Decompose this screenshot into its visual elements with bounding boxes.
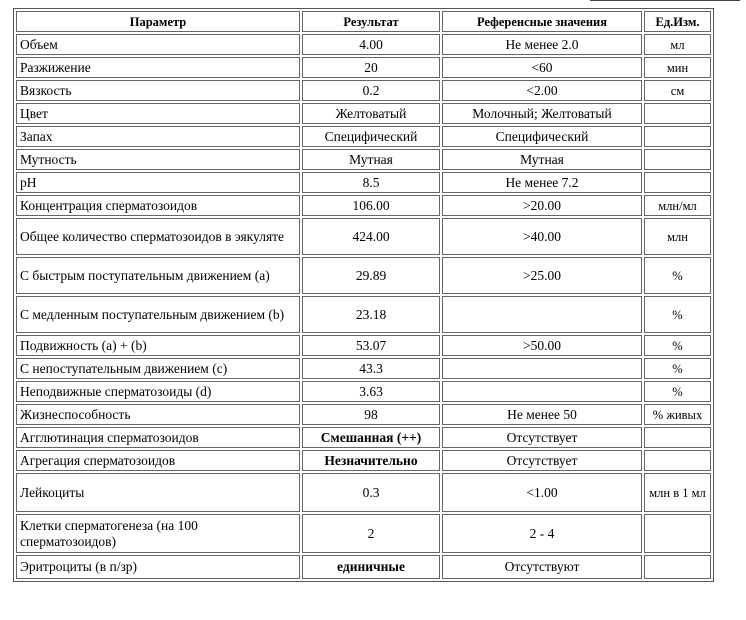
cell-reference <box>442 296 642 333</box>
cell-reference: Не менее 7.2 <box>442 172 642 193</box>
table-row <box>16 34 711 55</box>
cell-unit <box>644 172 711 193</box>
cell-reference: <2.00 <box>442 80 642 101</box>
cell-result: единичные <box>302 555 440 579</box>
cell-reference: Специфический <box>442 126 642 147</box>
cell-result: 20 <box>302 57 440 78</box>
table-row <box>16 335 711 356</box>
cell-parameter: Цвет <box>16 103 300 124</box>
cell-result: 2 <box>302 514 440 553</box>
cell-reference: Молочный; Желтоватый <box>442 103 642 124</box>
cell-parameter: pH <box>16 172 300 193</box>
table-row <box>16 427 711 448</box>
cell-unit <box>644 514 711 553</box>
cell-unit: мин <box>644 57 711 78</box>
cell-parameter: Неподвижные сперматозоиды (d) <box>16 381 300 402</box>
header-parameter: Параметр <box>16 11 300 32</box>
cell-parameter: Разжижение <box>16 57 300 78</box>
header-result: Результат <box>302 11 440 32</box>
table-row <box>16 514 711 553</box>
cell-parameter: Подвижность (a) + (b) <box>16 335 300 356</box>
cell-unit <box>644 149 711 170</box>
cell-unit <box>644 103 711 124</box>
cell-unit: % живых <box>644 404 711 425</box>
cell-result: 43.3 <box>302 358 440 379</box>
cell-result: Незначительно <box>302 450 440 471</box>
table-row <box>16 172 711 193</box>
cell-unit <box>644 450 711 471</box>
cell-parameter: С быстрым поступательным движением (a) <box>16 257 300 294</box>
table-row <box>16 80 711 101</box>
cell-unit: % <box>644 381 711 402</box>
cell-unit: млн в 1 мл <box>644 473 711 512</box>
cell-unit: % <box>644 296 711 333</box>
cell-unit <box>644 427 711 448</box>
table-row <box>16 358 711 379</box>
cell-reference: Отсутствует <box>442 450 642 471</box>
table-row <box>16 126 711 147</box>
table-row <box>16 473 711 512</box>
cell-unit: см <box>644 80 711 101</box>
table-row <box>16 404 711 425</box>
cell-parameter: С непоступательным движением (c) <box>16 358 300 379</box>
cell-result: 0.2 <box>302 80 440 101</box>
cell-parameter: Агглютинация сперматозоидов <box>16 427 300 448</box>
table-row <box>16 103 711 124</box>
cell-reference: Мутная <box>442 149 642 170</box>
top-divider-line <box>590 0 740 3</box>
cell-unit: млн <box>644 218 711 255</box>
cell-result: 29.89 <box>302 257 440 294</box>
table-row <box>16 450 711 471</box>
header-reference: Референсные значения <box>442 11 642 32</box>
cell-parameter: С медленным поступательным движением (b) <box>16 296 300 333</box>
cell-reference <box>442 381 642 402</box>
table-header-row <box>16 11 711 32</box>
cell-unit: мл <box>644 34 711 55</box>
cell-result: Смешанная (++) <box>302 427 440 448</box>
cell-reference: >40.00 <box>442 218 642 255</box>
cell-result: 8.5 <box>302 172 440 193</box>
table-row <box>16 296 711 333</box>
cell-parameter: Общее количество сперматозоидов в эякуляте <box>16 218 300 255</box>
cell-reference: >25.00 <box>442 257 642 294</box>
cell-result: 4.00 <box>302 34 440 55</box>
cell-result: 106.00 <box>302 195 440 216</box>
table-row <box>16 381 711 402</box>
cell-result: 23.18 <box>302 296 440 333</box>
cell-reference: Отсутствуют <box>442 555 642 579</box>
cell-unit: млн/мл <box>644 195 711 216</box>
cell-result: Желтоватый <box>302 103 440 124</box>
cell-reference: Не менее 50 <box>442 404 642 425</box>
cell-reference <box>442 358 642 379</box>
cell-parameter: Запах <box>16 126 300 147</box>
cell-result: 53.07 <box>302 335 440 356</box>
cell-parameter: Вязкость <box>16 80 300 101</box>
cell-parameter: Жизнеспособность <box>16 404 300 425</box>
table-row <box>16 218 711 255</box>
cell-reference: <1.00 <box>442 473 642 512</box>
cell-reference: >20.00 <box>442 195 642 216</box>
cell-result: 424.00 <box>302 218 440 255</box>
table-row <box>16 257 711 294</box>
cell-reference: <60 <box>442 57 642 78</box>
cell-parameter: Мутность <box>16 149 300 170</box>
cell-reference: 2 - 4 <box>442 514 642 553</box>
cell-parameter: Объем <box>16 34 300 55</box>
cell-result: Мутная <box>302 149 440 170</box>
cell-parameter: Агрегация сперматозоидов <box>16 450 300 471</box>
cell-reference: Не менее 2.0 <box>442 34 642 55</box>
cell-parameter: Лейкоциты <box>16 473 300 512</box>
cell-reference: >50.00 <box>442 335 642 356</box>
cell-unit: % <box>644 257 711 294</box>
cell-reference: Отсутствует <box>442 427 642 448</box>
cell-result: 98 <box>302 404 440 425</box>
cell-parameter: Концентрация сперматозоидов <box>16 195 300 216</box>
table-row <box>16 149 711 170</box>
cell-unit: % <box>644 335 711 356</box>
semen-analysis-table <box>13 8 714 582</box>
cell-parameter: Эритроциты (в п/зр) <box>16 555 300 579</box>
table-row <box>16 555 711 579</box>
cell-result: Специфический <box>302 126 440 147</box>
cell-result: 3.63 <box>302 381 440 402</box>
cell-result: 0.3 <box>302 473 440 512</box>
header-unit: Ед.Изм. <box>644 11 711 32</box>
cell-unit <box>644 555 711 579</box>
cell-unit: % <box>644 358 711 379</box>
table-row <box>16 195 711 216</box>
cell-unit <box>644 126 711 147</box>
table-row <box>16 57 711 78</box>
cell-parameter: Клетки сперматогенеза (на 100 сперматозоидов) <box>16 514 300 553</box>
